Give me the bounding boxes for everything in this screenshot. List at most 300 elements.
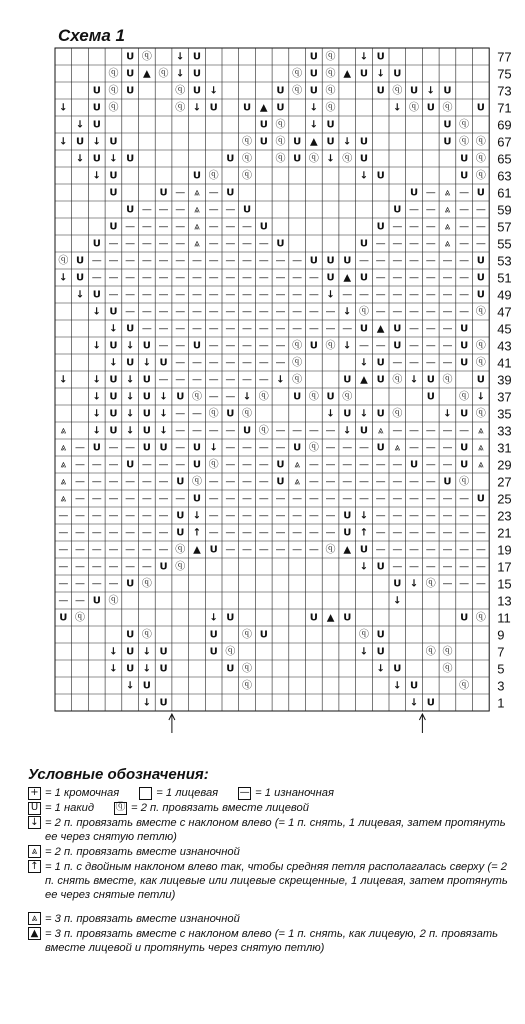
chart-cell: — (75, 595, 86, 607)
chart-cell: ▲ (193, 544, 201, 556)
chart-cell: ⩓ (478, 425, 484, 437)
chart-cell: — (208, 510, 219, 522)
chart-cell: — (141, 544, 152, 556)
chart-cell: — (375, 527, 386, 539)
chart-cell: — (258, 340, 269, 352)
chart-cell: ⩓ (444, 238, 451, 250)
chart-cell: U (126, 357, 135, 369)
chart-cell: — (475, 204, 486, 216)
row-label: 43 (497, 338, 512, 354)
chart-cell: — (325, 493, 336, 505)
chart-cell: ↓ (192, 102, 202, 114)
chart-cell: ⓠ (242, 170, 253, 182)
legend-text: = 1 лицевая (156, 787, 219, 799)
chart-cell: U (226, 612, 235, 624)
row-label: 39 (497, 372, 512, 388)
chart-cell: ↓ (409, 374, 419, 386)
chart-cell: — (358, 442, 369, 454)
chart-cell: — (425, 289, 436, 301)
chart-cell: — (208, 340, 219, 352)
chart-cell: U (359, 425, 369, 437)
chart-cell: ⓠ (325, 340, 336, 352)
row-label: 29 (497, 457, 512, 473)
chart-cell: — (242, 544, 253, 556)
chart-cell: — (409, 425, 420, 437)
chart-cell: ↓ (92, 340, 101, 352)
chart-cell: U (209, 629, 218, 641)
chart-cell: — (258, 238, 269, 250)
chart-cell: — (75, 476, 86, 488)
chart-cell: U (226, 153, 235, 165)
chart-cell: ⓠ (275, 119, 286, 131)
chart-cell: — (91, 510, 102, 522)
chart-cell: ↓ (92, 391, 101, 403)
chart-cell: — (125, 272, 136, 284)
chart-cell: — (225, 255, 236, 267)
up-arrow-box-icon: ↑ (28, 860, 41, 873)
chart-cell: U (460, 459, 469, 471)
chart-cell: — (425, 510, 436, 522)
chart-cell: — (242, 221, 253, 233)
chart-cell: U (159, 663, 168, 675)
chart-cell: U (159, 646, 168, 658)
legend (28, 768, 518, 956)
chart-cell: ⩓ (60, 493, 67, 505)
chart-cell: U (176, 391, 185, 403)
chart-cell: U (109, 306, 118, 318)
chart-cell: — (208, 357, 219, 369)
chart-cell: — (409, 442, 420, 454)
chart-cell: ⓠ (392, 374, 403, 386)
chart-cell: ↓ (476, 391, 486, 403)
row-label: 33 (497, 423, 512, 439)
chart-cell: — (275, 493, 286, 505)
chart-cell: U (476, 289, 485, 301)
chart-cell: U (393, 340, 402, 352)
chart-cell: — (392, 527, 403, 539)
chart-cell: U (443, 476, 452, 488)
chart-cell: — (459, 255, 470, 267)
chart-cell: — (392, 561, 403, 573)
chart-cell: ⓠ (242, 153, 253, 165)
chart-cell: — (175, 204, 186, 216)
legend-text: = 1 кромочная (45, 787, 120, 799)
chart-cell: — (425, 306, 436, 318)
chart-cell: — (308, 306, 319, 318)
chart-cell: ↓ (376, 68, 385, 80)
chart-cell: — (258, 527, 269, 539)
chart-cell: ⓠ (258, 391, 269, 403)
chart-cell: — (225, 272, 236, 284)
chart-cell: ⓠ (308, 153, 319, 165)
chart-cell: ↓ (109, 323, 118, 335)
legend-text: = 1 изнаночная (255, 787, 334, 799)
chart-cell: — (141, 238, 152, 250)
chart-cell: — (191, 408, 202, 420)
chart-cell: — (392, 476, 403, 488)
chart-cell: — (375, 255, 386, 267)
chart-cell: — (141, 204, 152, 216)
chart-cell: U (359, 323, 369, 335)
chart-cell: — (242, 306, 253, 318)
chart-cell: — (442, 544, 453, 556)
chart-cell: — (425, 255, 436, 267)
chart-cell: — (392, 255, 403, 267)
chart-cell: — (242, 476, 253, 488)
chart-cell: ⓠ (292, 85, 303, 97)
chart-cell: ↓ (92, 374, 101, 386)
legend-text: = 2 п. провязать вместе лицевой (131, 802, 309, 814)
chart-cell: — (141, 221, 152, 233)
chart-cell: — (158, 255, 169, 267)
chart-cell: U (159, 187, 168, 199)
chart-cell: ↓ (326, 289, 335, 301)
chart-cell: ⓠ (325, 85, 336, 97)
chart-cell: — (108, 561, 119, 573)
chart-cell: U (326, 136, 335, 148)
chart-cell: — (91, 544, 102, 556)
chart-cell: — (275, 289, 286, 301)
chart-cell: ↓ (393, 680, 402, 692)
chart-cell: — (292, 425, 303, 437)
chart-cell: ⓠ (258, 425, 269, 437)
chart-cell: ⓠ (292, 374, 303, 386)
chart-cell: — (275, 323, 286, 335)
chart-cell: U (460, 442, 469, 454)
chart-cell: U (343, 374, 352, 386)
chart-cell: — (208, 272, 219, 284)
chart-cell: — (308, 493, 319, 505)
chart-cell: ⓠ (442, 646, 453, 658)
chart-cell: ▲ (343, 544, 352, 556)
chart-cell: — (175, 425, 186, 437)
chart-cell: ⩓ (294, 476, 300, 488)
chart-cell: U (109, 221, 118, 233)
chart-cell: U (159, 697, 168, 709)
chart-cell: — (308, 425, 319, 437)
chart-cell: — (225, 340, 236, 352)
chart-cell: — (208, 476, 219, 488)
chart-cell: ↓ (75, 119, 85, 131)
chart-cell: ↓ (409, 697, 419, 709)
chart-cell: U (192, 68, 202, 80)
chart-cell: — (75, 442, 86, 454)
chart-cell: — (125, 306, 136, 318)
chart-cell: — (392, 459, 403, 471)
chart-cell: U (109, 170, 118, 182)
chart-cell: — (308, 459, 319, 471)
chart-cell: ↓ (75, 289, 85, 301)
chart-cell: ↓ (326, 408, 335, 420)
chart-cell: — (125, 238, 136, 250)
chart-cell: — (191, 374, 202, 386)
chart-cell: ⓠ (141, 51, 152, 63)
chart-cell: U (426, 102, 435, 114)
chart-cell: ↓ (359, 51, 369, 63)
triangle-box-icon: ▲ (28, 927, 41, 940)
chart-cell: ↓ (359, 408, 369, 420)
chart-cell: — (425, 272, 436, 284)
chart-cell: — (125, 510, 136, 522)
chart-cell: — (225, 323, 236, 335)
chart-cell: — (208, 204, 219, 216)
chart-cell: — (308, 544, 319, 556)
chart-cell: ↓ (359, 646, 369, 658)
chart-cell: ↓ (309, 119, 319, 131)
chart-cell: — (258, 374, 269, 386)
chart-cell: U (309, 85, 318, 97)
chart-cell: — (358, 340, 369, 352)
k2tog-box-icon: ⓠ (115, 802, 126, 813)
chart-cell: — (308, 289, 319, 301)
chart-cell: ▲ (142, 68, 151, 80)
chart-cell: — (409, 306, 420, 318)
chart-cell: U (426, 374, 435, 386)
chart-cell: ↓ (309, 102, 319, 114)
chart-cell: ↓ (426, 85, 435, 97)
chart-cell: U (259, 221, 268, 233)
legend-item-knit (139, 786, 218, 800)
chart-title: Схема 1 (58, 26, 125, 45)
chart-cell: — (208, 187, 219, 199)
chart-cell: — (242, 238, 253, 250)
chart-cell: ↓ (359, 561, 369, 573)
chart-cell: U (259, 136, 268, 148)
chart-cell: — (409, 323, 420, 335)
chart-cell: ↓ (125, 680, 135, 692)
chart-cell: — (125, 289, 136, 301)
chart-cell: — (392, 510, 403, 522)
chart-cell: U (259, 119, 268, 131)
chart-cell: ⓠ (225, 646, 236, 658)
row-label: 15 (497, 576, 512, 592)
chart-cell: — (158, 459, 169, 471)
chart-cell: U (276, 459, 285, 471)
chart-cell: ⓠ (325, 68, 336, 80)
chart-cell: — (225, 204, 236, 216)
chart-cell: — (425, 459, 436, 471)
chart-cell: — (409, 476, 420, 488)
chart-cell: — (225, 289, 236, 301)
chart-cell: — (292, 527, 303, 539)
chart-cell: U (460, 153, 469, 165)
chart-cell: — (425, 476, 436, 488)
chart-cell: — (191, 289, 202, 301)
chart-cell: U (460, 612, 469, 624)
chart-cell: — (175, 374, 186, 386)
chart-cell: U (376, 357, 385, 369)
row-label: 31 (497, 440, 512, 456)
chart-cell: ⓠ (392, 408, 403, 420)
chart-cell: — (308, 476, 319, 488)
chart-cell: U (276, 238, 285, 250)
chart-cell: ↓ (359, 357, 369, 369)
chart-cell: — (292, 272, 303, 284)
chart-cell: U (476, 272, 485, 284)
chart-cell: — (425, 527, 436, 539)
chart-cell: — (375, 476, 386, 488)
chart-cell: ↓ (209, 612, 218, 624)
chart-cell: — (459, 306, 470, 318)
row-label: 65 (497, 151, 512, 167)
chart-cell: — (141, 510, 152, 522)
row-label: 35 (497, 406, 512, 422)
chart-cell: U (476, 255, 485, 267)
chart-cell: — (125, 544, 136, 556)
chart-cell: ↓ (125, 340, 135, 352)
chart-cell: ▲ (376, 323, 385, 335)
chart-cell: — (409, 493, 420, 505)
row-label: 37 (497, 389, 512, 405)
chart-cell: — (125, 476, 136, 488)
chart-cell: — (141, 272, 152, 284)
chart-cell: — (342, 476, 353, 488)
chart-cell: U (376, 221, 385, 233)
chart-cell: U (376, 646, 385, 658)
row-label: 73 (497, 83, 512, 99)
chart-cell: U (109, 136, 118, 148)
row-label: 47 (497, 304, 512, 320)
chart-cell: — (459, 527, 470, 539)
chart-cell: U (109, 408, 118, 420)
chart-cell: — (242, 289, 253, 301)
chart-cell: — (425, 238, 436, 250)
chart-cell: ▲ (343, 68, 352, 80)
chart-cell: — (175, 459, 186, 471)
chart-cell: ↓ (276, 374, 285, 386)
chart-cell: — (425, 357, 436, 369)
chart-cell: — (225, 374, 236, 386)
chart-cell: — (475, 221, 486, 233)
chart-cell: U (276, 476, 285, 488)
chart-cell: — (275, 306, 286, 318)
chart-cell: ⓠ (242, 680, 253, 692)
chart-cell: — (191, 272, 202, 284)
chart-cell: — (325, 425, 336, 437)
chart-cell: U (359, 68, 369, 80)
chart-cell: — (242, 459, 253, 471)
chart-cell: — (258, 459, 269, 471)
chart-cell: — (191, 323, 202, 335)
chart-cell: — (141, 459, 152, 471)
chart-cell: U (126, 153, 135, 165)
chart-cell: — (175, 238, 186, 250)
chart-cell: — (425, 442, 436, 454)
chart-cell: — (442, 289, 453, 301)
chart-cell: ⩓ (60, 476, 67, 488)
chart-cell: — (425, 340, 436, 352)
chart-cell: — (125, 442, 136, 454)
legend-text: = 3 п. провязать вместе изнаночной (45, 913, 240, 925)
chart-cell: — (459, 510, 470, 522)
chart-cell: — (275, 442, 286, 454)
chart-cell: ⓠ (425, 578, 436, 590)
chart-cell: — (91, 561, 102, 573)
chart-cell: U (126, 85, 135, 97)
chart-cell: — (392, 357, 403, 369)
chart-cell: U (376, 442, 385, 454)
row-label: 23 (497, 508, 512, 524)
chart-cell: — (292, 323, 303, 335)
chart-cell: — (425, 323, 436, 335)
chart-cell: — (308, 527, 319, 539)
chart-cell: — (225, 459, 236, 471)
chart-cell: — (91, 527, 102, 539)
chart-cell: U (142, 680, 151, 692)
chart-cell: U (159, 357, 168, 369)
chart-cell: — (242, 255, 253, 267)
chart-cell: — (425, 544, 436, 556)
chart-cell: — (442, 442, 453, 454)
chart-cell: — (258, 306, 269, 318)
chart-cell: — (125, 255, 136, 267)
chart-cell: — (125, 221, 136, 233)
chart-cell: U (326, 119, 335, 131)
row-label: 51 (497, 270, 512, 286)
chart-cell: ↓ (159, 408, 168, 420)
chart-cell: — (158, 306, 169, 318)
chart-cell: — (442, 357, 453, 369)
chart-cell: — (225, 238, 236, 250)
chart-cell: — (392, 306, 403, 318)
chart-cell: — (91, 578, 102, 590)
dash-box-icon: — (239, 787, 250, 798)
chart-cell: U (242, 102, 252, 114)
chart-cell: U (376, 51, 385, 63)
chart-cell: U (309, 51, 318, 63)
chart-cell: — (208, 221, 219, 233)
row-label: 53 (497, 253, 512, 269)
chart-cell: ⓠ (475, 153, 486, 165)
chart-cell: ⓠ (358, 629, 369, 641)
chart-cell: — (425, 204, 436, 216)
chart-cell: — (191, 255, 202, 267)
chart-cell: — (108, 476, 119, 488)
chart-cell: U (142, 374, 151, 386)
chart-cell: — (375, 306, 386, 318)
chart-cell: U (92, 442, 101, 454)
chart-cell: — (459, 221, 470, 233)
chart-cell: — (325, 527, 336, 539)
chart-cell: U (443, 119, 452, 131)
chart-cell: — (325, 476, 336, 488)
chart-cell: — (158, 527, 169, 539)
chart-cell: U (226, 408, 235, 420)
chart-cell: U (92, 238, 101, 250)
chart-cell: — (175, 272, 186, 284)
chart-cell: — (275, 544, 286, 556)
chart-cell: U (176, 527, 185, 539)
chart-cell: U (126, 68, 135, 80)
chart-cell: — (342, 493, 353, 505)
chart-cell: U (126, 663, 135, 675)
chart-cell: U (126, 323, 135, 335)
chart-cell: — (208, 493, 219, 505)
chart-cell: ↓ (343, 306, 352, 318)
chart-cell: — (409, 238, 420, 250)
chart-cell: — (158, 340, 169, 352)
chart-cell: — (475, 510, 486, 522)
legend-text: = 2 п. провязать вместе с наклоном влево (= 1 п. снять, 1 лицевая, затем протянуть ее через снятую петлю) (45, 817, 506, 843)
chart-cell: — (141, 493, 152, 505)
chart-cell: — (325, 306, 336, 318)
chart-cell: U (142, 340, 151, 352)
chart-cell: ↓ (142, 646, 152, 658)
p2tog-box-icon: ⩓ (28, 845, 41, 858)
chart-cell: ↓ (159, 425, 168, 437)
chart-cell: U (476, 187, 485, 199)
chart-cell: — (175, 442, 186, 454)
